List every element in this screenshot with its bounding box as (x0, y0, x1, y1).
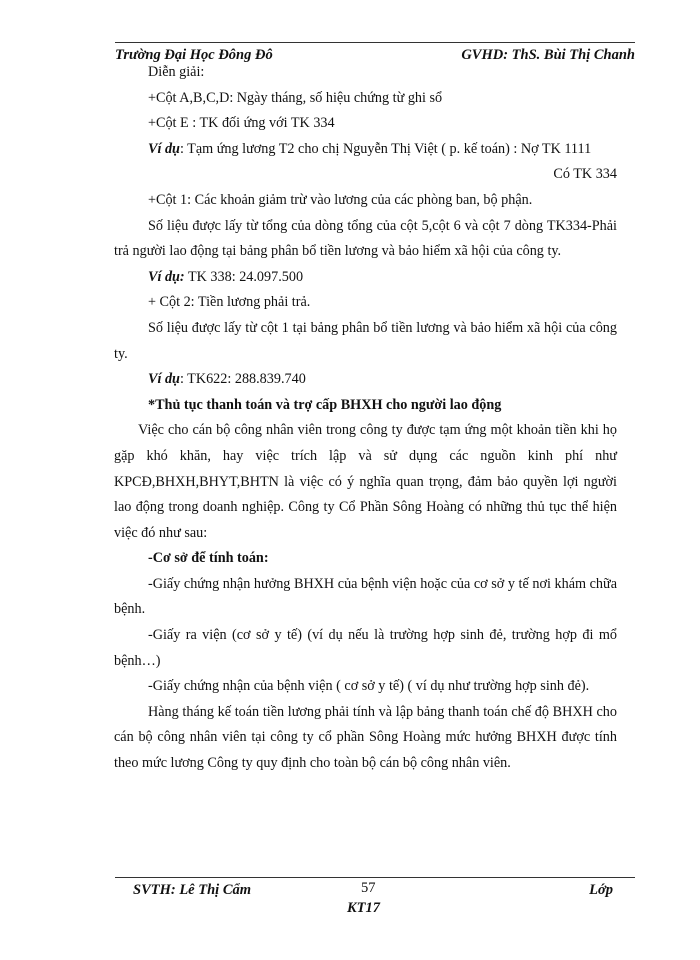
document-body (114, 60, 617, 777)
explanation-heading: Diễn giải: (148, 64, 205, 80)
section-heading-bhxh: *Thủ tục thanh toán và trợ cấp BHXH cho người lao động (148, 396, 502, 413)
header-instructor: GVHD: ThS. Bùi Thị Chanh (461, 47, 635, 63)
example-1-label: Ví dụ (148, 140, 180, 157)
basis-item-1: -Giấy chứng nhận hưởng BHXH của bệnh viện hoặc của cơ sở y tế nơi khám chữa bệnh. (114, 575, 617, 618)
calculation-basis-heading: -Cơ sở để tính toán: (148, 550, 269, 567)
basis-item-3: -Giấy chứng nhận của bệnh viện ( cơ sở y tế) ( ví dụ như trường hợp sinh đẻ). (148, 678, 590, 695)
footer-class-label: Lớp (589, 882, 613, 898)
page-number: 57 (361, 880, 376, 896)
column-2-source: Số liệu được lấy từ cột 1 tại bảng phân bổ tiền lương và bảo hiểm xã hội của công ty. (114, 319, 617, 362)
example-2 (114, 265, 617, 291)
example-3 (114, 367, 617, 393)
example-1-text: : Tạm ứng lương T2 cho chị Nguyễn Thị Việt ( p. kế toán) : Nợ TK 1111 (179, 140, 592, 157)
example-2-text: TK 338: 24.097.500 (184, 268, 304, 285)
example-3-text: : TK622: 288.839.740 (179, 371, 306, 388)
bhxh-intro-paragraph: Việc cho cán bộ công nhân viên trong công ty được tạm ứng một khoản tiền khi họ gặp khó khăn, hay việc trích lập và sử dụng các nguồn kinh phí như KPCĐ,BHXH,BHYT,BHTN là việc có ý nghĩa quan trọng, đảm bảo quyền lợi người lao động trong doanh nghiệp. Công ty Cổ Phần Sông Hoàng có những thủ tục thể hiện việc đó như sau: (114, 422, 617, 541)
footer-class-code: KT17 (347, 900, 381, 916)
monthly-accounting-paragraph: Hàng tháng kế toán tiền lương phải tính và lập bảng thanh toán chế độ BHXH cho cán bộ công nhân viên tại công ty cổ phần Sông Hoàng mức hưởng BHXH được tính theo mức lương Công ty quy định cho toàn bộ cán bộ công nhân viên. (114, 703, 617, 772)
example-1 (114, 137, 617, 163)
example-3-label: Ví dụ (148, 371, 180, 388)
column-1-source: Số liệu được lấy từ tổng của dòng tổng của cột 5,cột 6 và cột 7 dòng TK334-Phải trả người lao động tại bảng phân bổ tiền lương và bảo hiểm xã hội của công ty. (114, 217, 617, 260)
column-e-note: +Cột E : TK đối ứng với TK 334 (148, 115, 335, 132)
basis-item-2: -Giấy ra viện (cơ sở y tế) (ví dụ nếu là trường hợp sinh đẻ, trường hợp đi mổ bệnh…) (114, 627, 617, 669)
footer-student: SVTH: Lê Thị Cẩm (133, 882, 252, 898)
column-2-note: + Cột 2: Tiền lương phải trả. (148, 294, 311, 311)
credit-account-line: Có TK 334 (553, 166, 617, 183)
page-footer (115, 877, 635, 923)
header-school: Trường Đại Học Đông Đô (115, 47, 273, 63)
example-2-label: Ví dụ: (148, 268, 185, 285)
column-abcd-note: +Cột A,B,C,D: Ngày tháng, số hiệu chứng từ ghi sổ (148, 89, 443, 106)
column-1-note: +Cột 1: Các khoản giảm trừ vào lương của các phòng ban, bộ phận. (148, 191, 533, 208)
